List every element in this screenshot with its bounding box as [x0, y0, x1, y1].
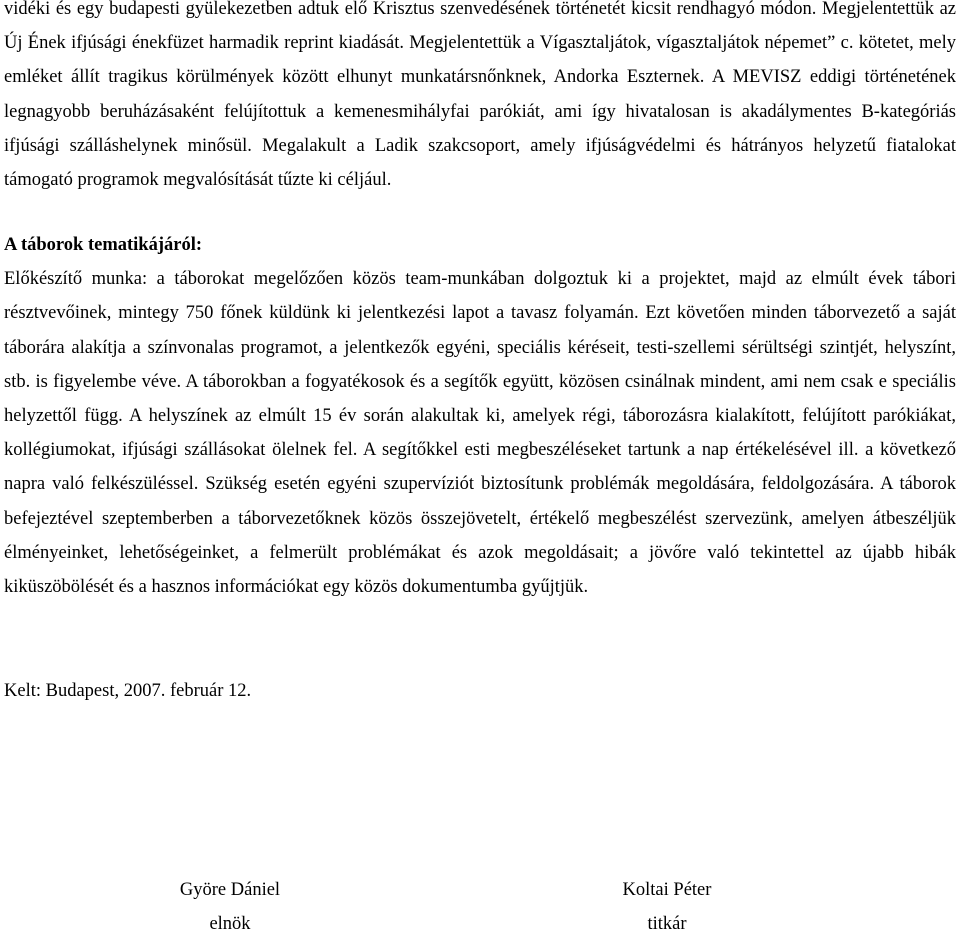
body-paragraph: Előkészítő munka: a táborokat megelőzően közös team-munkában dolgoztuk ki a projektet, majd az elmúlt évek tábori résztvevőinek, mintegy 750 főnek küldünk ki jelentkezési lapot a tavasz folyamán. Ezt követően minden táborvezető a saját táborára alakítja a színvonalas programot, a jelentkezők egyéni, speciális kéréseit, testi-szellemi sérültségi szintjét, helyszínt, stb. is figyelembe véve. A táborokban a fogyatékosok és a segítők együtt, közösen csinálnak mindent, ami nem csak e speciális helyzettől függ. A helyszínek az elmúlt 15 év során alakultak ki, amelyek régi, táborozásra kialakított, felújított parókiákat, kollégiumokat, ifjúsági szállásokat ölelnek fel. A segítőkkel esti megbeszéléseket tartunk a nap értékelésével ill. a következő napra való felkészüléssel. Szükség esetén egyéni szupervíziót biztosítunk problémák megoldására, feldolgozására. A táborok befejeztével szeptemberben a táborvezetőknek közös összejövetelt, értékelő megbeszélést szervezünk, amelyen átbeszéljük élményeinket, lehetőségeinket, a felmerült problémákat és azok megoldásait; a jövőre való tekintettel az újabb hibák kiküszöbölését és a hasznos információkat egy közös dokumentumba gyűjtjük. — [4, 269, 956, 598]
signature-block-secretary — [605, 873, 729, 941]
signatory-name: Koltai Péter — [622, 880, 712, 900]
signature-block-president — [168, 873, 292, 941]
date-line: Kelt: Budapest, 2007. február 12. — [4, 681, 252, 702]
section-heading: A táborok tematikájáról: — [4, 235, 202, 256]
signatory-name: Györe Dániel — [179, 880, 281, 900]
signatory-title: elnök — [209, 914, 251, 934]
document-page — [4, 0, 956, 708]
intro-paragraph: vidéki és egy budapesti gyülekezetben adtuk elő Krisztus szenvedésének történetét kicsit rendhagyó módon. Megjelentettük az Új Ének ifjúsági énekfüzet harmadik reprint kiadását. Megjelentettük a Vígasztaljátok, vígasztaljátok népemet” c. kötetet, mely emléket állít tragikus körülmények között elhunyt munkatársnőnknek, Andorka Eszternek. A MEVISZ eddigi történetének legnagyobb beruházásaként felújítottuk a kemenesmihályfai parókiát, ami így hivatalosan is akadálymentes B-kategóriás ifjúsági szálláshelynek minősül. Megalakult a Ladik szakcsoport, amely ifjúságvédelmi és hátrányos helyzetű fiatalokat támogató programok megvalósítását tűzte ki céljául. — [4, 0, 956, 191]
signatory-title: titkár — [647, 914, 687, 934]
